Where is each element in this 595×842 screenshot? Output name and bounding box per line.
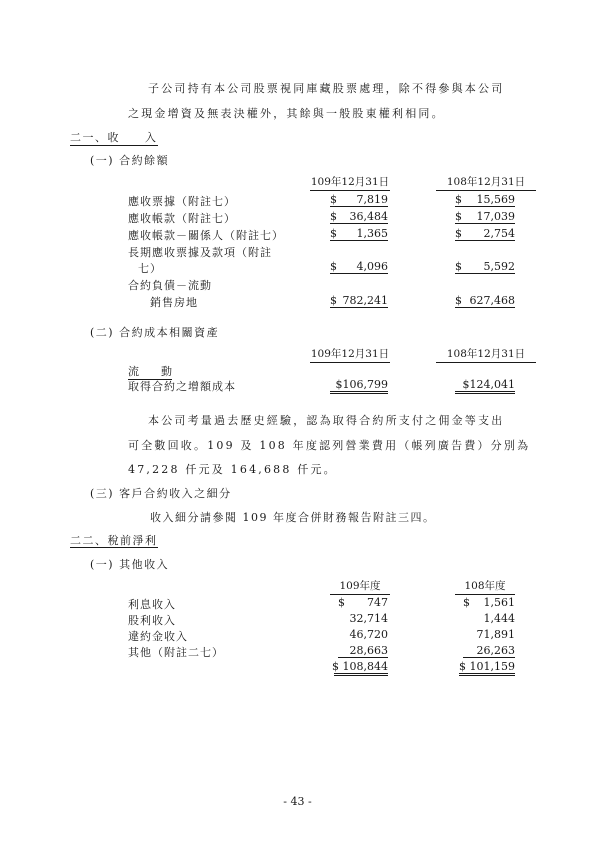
total-2019: $ 101,159 <box>459 660 515 673</box>
subsection-other-income-title: (一) 其他收入 <box>90 558 170 571</box>
col-header-2019-dec31: 108年12月31日 <box>436 346 536 363</box>
currency-sign: $ <box>330 193 337 206</box>
col-header-2020-dec31: 109年12月31日 <box>310 174 390 191</box>
underline <box>330 240 388 241</box>
double-underline <box>330 391 388 392</box>
col-header-2019-dec31: 108年12月31日 <box>436 174 536 191</box>
value-2020: 7,819 <box>356 193 388 206</box>
col-header-2020-dec31: 109年12月31日 <box>310 346 390 363</box>
underline <box>455 223 515 224</box>
intro-line-2: 之現金增資及無表決權外，其餘與一般股東權利相同。 <box>128 107 445 120</box>
table-row-label: 應收票據（附註七） <box>128 195 236 208</box>
value-2019: 15,569 <box>476 193 515 206</box>
table-row-label: 應收帳款－關係人（附註七） <box>128 229 284 242</box>
currency-sign: $ <box>463 596 470 609</box>
underline <box>463 657 515 658</box>
table-row-label: 取得合約之增額成本 <box>128 380 236 393</box>
underline <box>330 307 388 308</box>
value-2020: 36,484 <box>349 210 388 223</box>
table-group-label: 合約負債－流動 <box>128 279 212 292</box>
total-2020: $ 108,844 <box>332 660 388 673</box>
value-2019: 1,444 <box>483 612 515 625</box>
table-row-label: 違約金收入 <box>128 630 188 643</box>
value-2020: 1,365 <box>356 227 388 240</box>
value-2020: 747 <box>367 596 388 609</box>
underline <box>330 206 388 207</box>
underline <box>455 206 515 207</box>
currency-sign: $ <box>455 294 462 307</box>
table-row-label: 股利收入 <box>128 614 176 627</box>
intro-line-1: 子公司持有本公司股票視同庫藏股票處理，除不得參與本公司 <box>148 82 505 95</box>
currency-sign: $ <box>455 227 462 240</box>
subsection-contract-balance-title: (一) 合約餘額 <box>90 154 170 167</box>
note-para-line-1: 本公司考量過去歷史經驗，認為取得合約所支付之佣金等支出 <box>148 414 505 427</box>
value-2020: 4,096 <box>356 260 388 273</box>
table-row-label: 應收帳款（附註七） <box>128 212 236 225</box>
underline <box>455 240 515 241</box>
currency-sign: $ <box>330 227 337 240</box>
value-2020: 28,663 <box>349 644 388 657</box>
col-header-2019: 108年度 <box>455 578 515 595</box>
current-group-label <box>128 363 172 379</box>
subsection-revenue-breakdown-title: (三) 客戶合約收入之細分 <box>90 487 232 500</box>
underline <box>338 657 388 658</box>
table-row-label: 長期應收票據及款項（附註 <box>128 246 272 259</box>
value-2019: $124,041 <box>462 378 515 391</box>
current-group-label-text: 流 動 <box>128 365 172 378</box>
currency-sign: $ <box>455 210 462 223</box>
value-2020: 32,714 <box>349 612 388 625</box>
value-2020: 46,720 <box>349 628 388 641</box>
section-22-heading-text: 二二、稅前淨利 <box>70 534 158 547</box>
table-row-label-cont: 七） <box>138 262 162 275</box>
note-para-line-3: 47,228 仟元及 164,688 仟元。 <box>128 463 337 476</box>
value-2019: 1,561 <box>483 596 515 609</box>
double-underline <box>334 675 388 676</box>
table-row-label: 銷售房地 <box>150 296 198 309</box>
currency-sign: $ <box>330 210 337 223</box>
currency-sign: $ <box>455 193 462 206</box>
value-2019: 17,039 <box>476 210 515 223</box>
double-underline <box>455 393 515 394</box>
revenue-breakdown-text: 收入細分請參閱 109 年度合併財務報告附註三四。 <box>150 511 436 524</box>
subsection-contract-cost-title: (二) 合約成本相關資產 <box>90 326 220 339</box>
value-2019: 2,754 <box>483 227 515 240</box>
note-para-line-2: 可全數回收。109 及 108 年度認列營業費用（帳列廣告費）分別為 <box>128 439 531 452</box>
page-number: - 43 - <box>283 795 312 808</box>
value-2019: 71,891 <box>476 628 515 641</box>
underline <box>455 273 515 274</box>
currency-sign: $ <box>455 260 462 273</box>
value-2019: 26,263 <box>476 644 515 657</box>
value-2019: 5,592 <box>483 260 515 273</box>
underline <box>330 273 388 274</box>
double-underline <box>459 675 515 676</box>
double-underline <box>455 391 515 392</box>
col-header-2020: 109年度 <box>330 578 390 595</box>
section-22-heading <box>70 532 158 548</box>
underline <box>455 307 515 308</box>
double-underline <box>459 673 515 674</box>
currency-sign: $ <box>330 260 337 273</box>
double-underline <box>334 673 388 674</box>
table-row-label: 利息收入 <box>128 598 176 611</box>
currency-sign: $ <box>330 294 337 307</box>
underline <box>330 223 388 224</box>
currency-sign: $ <box>338 596 345 609</box>
value-2019: 627,468 <box>469 294 515 307</box>
section-21-heading <box>70 129 158 145</box>
table-row-label: 其他（附註二七） <box>128 646 224 659</box>
double-underline <box>330 393 388 394</box>
value-2020: 782,241 <box>342 294 388 307</box>
section-21-heading-text: 二一、收 入 <box>70 131 158 144</box>
value-2020: $106,799 <box>335 378 388 391</box>
